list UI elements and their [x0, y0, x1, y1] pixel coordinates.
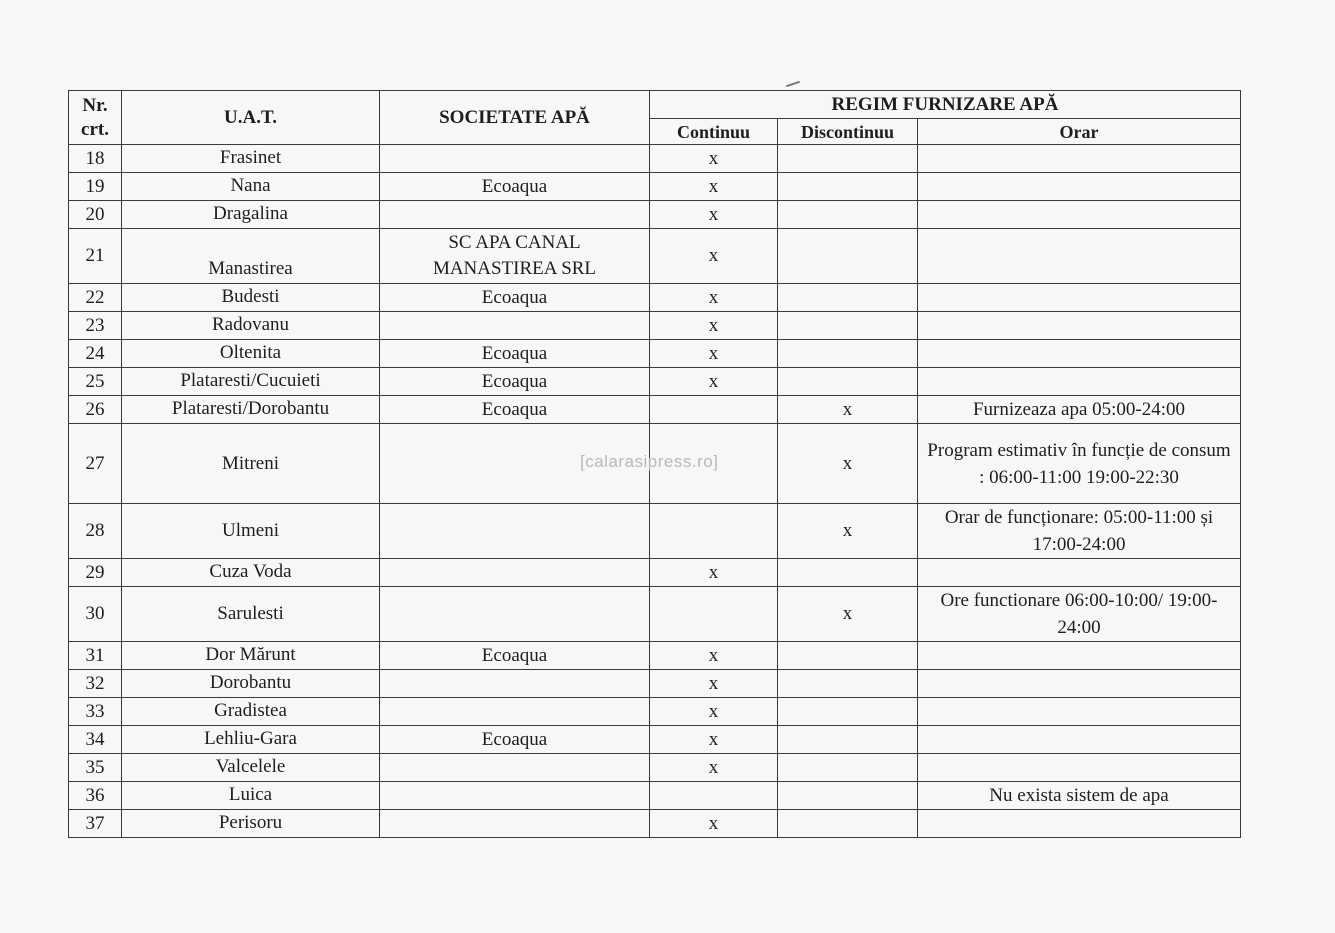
- table-row: [69, 810, 1241, 838]
- row-orar: [918, 201, 1241, 229]
- row-discontinuu: [778, 145, 918, 173]
- row-orar: Program estimativ în funcție de consum : 06:00-11:00 19:00-22:30: [918, 424, 1241, 504]
- row-nr: 26: [69, 396, 122, 424]
- row-nr: 19: [69, 173, 122, 201]
- row-societate: [380, 201, 650, 229]
- row-discontinuu: x: [778, 396, 918, 424]
- row-orar: [918, 726, 1241, 754]
- row-orar: [918, 173, 1241, 201]
- row-nr: 30: [69, 587, 122, 642]
- row-societate: [380, 754, 650, 782]
- row-societate: [380, 810, 650, 838]
- row-nr: 21: [69, 229, 122, 284]
- row-uat: Cuza Voda: [122, 559, 380, 587]
- row-continuu: x: [650, 368, 778, 396]
- row-nr: 24: [69, 340, 122, 368]
- row-societate: SC APA CANAL MANASTIREA SRL: [380, 229, 650, 284]
- table-row: [69, 173, 1241, 201]
- row-societate: Ecoaqua: [380, 396, 650, 424]
- row-uat: Plataresti/Cucuieti: [122, 368, 380, 396]
- row-continuu: x: [650, 810, 778, 838]
- row-discontinuu: [778, 670, 918, 698]
- table-row: [69, 698, 1241, 726]
- row-nr: 25: [69, 368, 122, 396]
- row-discontinuu: x: [778, 424, 918, 504]
- row-societate: [380, 782, 650, 810]
- row-societate: [380, 559, 650, 587]
- row-discontinuu: [778, 642, 918, 670]
- row-nr: 22: [69, 284, 122, 312]
- table-row: [69, 312, 1241, 340]
- watermark: [calarasipress.ro]: [580, 452, 719, 471]
- row-continuu: [650, 782, 778, 810]
- row-uat: Budesti: [122, 284, 380, 312]
- row-continuu: x: [650, 145, 778, 173]
- row-orar: Nu exista sistem de apa: [918, 782, 1241, 810]
- row-orar: [918, 810, 1241, 838]
- row-continuu: x: [650, 642, 778, 670]
- row-societate: Ecoaqua: [380, 642, 650, 670]
- row-continuu: x: [650, 670, 778, 698]
- row-discontinuu: [778, 559, 918, 587]
- row-orar: [918, 368, 1241, 396]
- row-uat: Manastirea: [122, 229, 380, 284]
- table-row: [69, 284, 1241, 312]
- row-continuu: x: [650, 201, 778, 229]
- row-uat: Luica: [122, 782, 380, 810]
- row-orar: Ore functionare 06:00-10:00/ 19:00-24:00: [918, 587, 1241, 642]
- table-row: [69, 670, 1241, 698]
- table-row: [69, 726, 1241, 754]
- row-nr: 37: [69, 810, 122, 838]
- row-uat: Valcelele: [122, 754, 380, 782]
- table-row: [69, 229, 1241, 284]
- header-orar: Orar: [918, 119, 1241, 145]
- row-societate: [380, 504, 650, 559]
- header-uat: U.A.T.: [122, 91, 380, 145]
- row-societate: Ecoaqua: [380, 340, 650, 368]
- table-row: [69, 587, 1241, 642]
- row-orar: Furnizeaza apa 05:00-24:00: [918, 396, 1241, 424]
- row-nr: 33: [69, 698, 122, 726]
- row-uat: Perisoru: [122, 810, 380, 838]
- row-societate: [380, 698, 650, 726]
- row-orar: [918, 312, 1241, 340]
- row-orar: [918, 642, 1241, 670]
- row-societate: [380, 587, 650, 642]
- table-row: [69, 782, 1241, 810]
- row-uat: Ulmeni: [122, 504, 380, 559]
- row-nr: 32: [69, 670, 122, 698]
- row-discontinuu: [778, 368, 918, 396]
- row-nr: 34: [69, 726, 122, 754]
- row-nr: 23: [69, 312, 122, 340]
- header-continuu: Continuu: [650, 119, 778, 145]
- row-continuu: x: [650, 698, 778, 726]
- row-continuu: [650, 587, 778, 642]
- row-discontinuu: x: [778, 587, 918, 642]
- row-uat: Dor Mărunt: [122, 642, 380, 670]
- row-discontinuu: [778, 782, 918, 810]
- row-discontinuu: [778, 173, 918, 201]
- row-discontinuu: [778, 698, 918, 726]
- row-uat: Oltenita: [122, 340, 380, 368]
- table-row: [69, 559, 1241, 587]
- row-continuu: x: [650, 726, 778, 754]
- table-row: [69, 754, 1241, 782]
- row-discontinuu: [778, 340, 918, 368]
- row-nr: 20: [69, 201, 122, 229]
- row-discontinuu: [778, 312, 918, 340]
- row-nr: 18: [69, 145, 122, 173]
- row-nr: 31: [69, 642, 122, 670]
- row-continuu: [650, 396, 778, 424]
- row-discontinuu: [778, 810, 918, 838]
- row-societate: [380, 670, 650, 698]
- table-row: [69, 504, 1241, 559]
- row-societate: [380, 145, 650, 173]
- row-uat: Dorobantu: [122, 670, 380, 698]
- row-uat: Frasinet: [122, 145, 380, 173]
- header-discontinuu: Discontinuu: [778, 119, 918, 145]
- row-discontinuu: [778, 229, 918, 284]
- table-row: [69, 145, 1241, 173]
- row-continuu: x: [650, 173, 778, 201]
- row-nr: 27: [69, 424, 122, 504]
- row-orar: Orar de funcționare: 05:00-11:00 și 17:00-24:00: [918, 504, 1241, 559]
- row-uat: Radovanu: [122, 312, 380, 340]
- row-uat: Dragalina: [122, 201, 380, 229]
- row-orar: [918, 698, 1241, 726]
- row-societate: [380, 312, 650, 340]
- row-orar: [918, 284, 1241, 312]
- row-continuu: x: [650, 312, 778, 340]
- row-discontinuu: [778, 201, 918, 229]
- row-uat: Gradistea: [122, 698, 380, 726]
- row-orar: [918, 754, 1241, 782]
- table-row: [69, 396, 1241, 424]
- row-uat: Sarulesti: [122, 587, 380, 642]
- row-continuu: x: [650, 340, 778, 368]
- row-continuu: x: [650, 754, 778, 782]
- row-uat: Nana: [122, 173, 380, 201]
- row-societate: Ecoaqua: [380, 368, 650, 396]
- header-nr: Nr. crt.: [69, 91, 122, 145]
- header-regim: REGIM FURNIZARE APĂ: [650, 91, 1241, 119]
- row-societate: Ecoaqua: [380, 284, 650, 312]
- row-continuu: x: [650, 284, 778, 312]
- table-row: [69, 642, 1241, 670]
- row-discontinuu: x: [778, 504, 918, 559]
- table-row: [69, 368, 1241, 396]
- row-orar: [918, 229, 1241, 284]
- row-nr: 28: [69, 504, 122, 559]
- row-orar: [918, 340, 1241, 368]
- row-nr: 35: [69, 754, 122, 782]
- row-discontinuu: [778, 284, 918, 312]
- row-orar: [918, 145, 1241, 173]
- row-uat: Lehliu-Gara: [122, 726, 380, 754]
- row-continuu: x: [650, 229, 778, 284]
- table-row: [69, 201, 1241, 229]
- row-discontinuu: [778, 754, 918, 782]
- row-uat: Plataresti/Dorobantu: [122, 396, 380, 424]
- row-continuu: [650, 504, 778, 559]
- row-societate: Ecoaqua: [380, 726, 650, 754]
- table-row: [69, 340, 1241, 368]
- row-continuu: x: [650, 559, 778, 587]
- row-societate: Ecoaqua: [380, 173, 650, 201]
- row-orar: [918, 670, 1241, 698]
- row-orar: [918, 559, 1241, 587]
- scan-mark: [786, 81, 800, 87]
- row-uat: Mitreni: [122, 424, 380, 504]
- row-nr: 36: [69, 782, 122, 810]
- row-nr: 29: [69, 559, 122, 587]
- header-societate: SOCIETATE APĂ: [380, 91, 650, 145]
- row-discontinuu: [778, 726, 918, 754]
